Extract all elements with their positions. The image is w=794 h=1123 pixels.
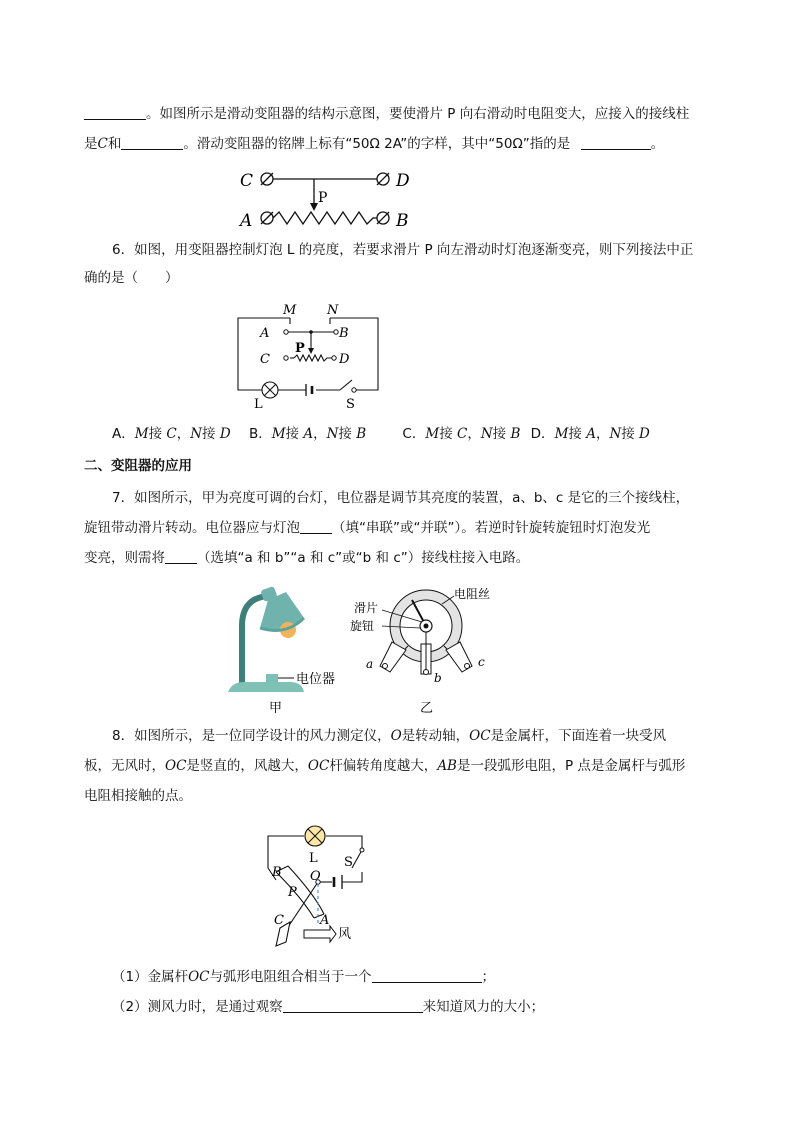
- q7-line-2: 旋钮带动滑片转动。电位器应与灯泡 （填“串联”或“并联”）。若逆时针旋转旋钮时灯泡发光: [84, 520, 651, 536]
- answer-blank[interactable]: [283, 998, 423, 1013]
- svg-text:C: C: [274, 913, 284, 928]
- answer-blank[interactable]: [581, 135, 651, 150]
- lamp-rheostat-circuit-figure: [232, 300, 384, 412]
- svg-text:A: A: [320, 913, 330, 928]
- option-c[interactable]: C．M接 C，N接 B: [402, 426, 521, 442]
- wind-label: 风: [338, 927, 352, 942]
- q8-line-2: 板，无风时，OC是竖直的，风越大，OC杆偏转角度越大，AB是一段弧形电阻，P 点是金属杆与弧形: [84, 758, 686, 774]
- svg-text:O: O: [310, 869, 321, 884]
- svg-text:S: S: [346, 397, 355, 412]
- svg-text:P: P: [288, 885, 297, 900]
- slider-label: 滑片: [354, 601, 379, 615]
- wind-meter-figure: [262, 820, 392, 952]
- potentiometer-label: 电位器: [296, 672, 336, 687]
- q6-line-2: 确的是（ ）: [84, 270, 179, 286]
- svg-text:c: c: [478, 655, 485, 669]
- terminal-label-a: A: [240, 211, 253, 231]
- answer-blank[interactable]: [84, 105, 146, 120]
- desk-lamp-figure: [224, 584, 354, 716]
- knob-label: 旋钮: [350, 619, 375, 633]
- svg-text:B: B: [339, 326, 349, 341]
- q8-line-3: 电阻相接触的点。: [84, 788, 192, 804]
- svg-text:P: P: [295, 341, 305, 356]
- resistance-wire-label: 电阻丝: [454, 587, 491, 601]
- svg-text:D: D: [339, 352, 350, 367]
- answer-blank[interactable]: [121, 135, 183, 150]
- answer-blank[interactable]: [372, 968, 482, 983]
- svg-text:A: A: [260, 326, 270, 341]
- terminal-label-d: D: [396, 171, 410, 191]
- potentiometer-figure: [350, 584, 500, 718]
- svg-text:N: N: [327, 303, 339, 318]
- q8-line-1: 8．如图所示，是一位同学设计的风力测定仪，O是转动轴，OC是金属杆，下面连着一块受风: [112, 728, 667, 744]
- slider-label-p: P: [318, 190, 328, 206]
- q8-sub-1: （1）金属杆OC与弧形电阻组合相当于一个 ；: [112, 969, 495, 985]
- rheostat-structure-figure: [236, 165, 426, 233]
- svg-text:C: C: [260, 352, 270, 367]
- answer-blank[interactable]: [300, 519, 332, 534]
- q5-line-2: 是C和 。滑动变阻器的铭牌上标有“50Ω 2A”的字样，其中“50Ω”指的是 。: [84, 136, 665, 152]
- q8-sub-2: （2）测风力时，是通过观察 来知道风力的大小；: [112, 999, 545, 1015]
- svg-text:b: b: [434, 671, 442, 685]
- answer-blank[interactable]: [165, 549, 197, 564]
- option-d[interactable]: D．M接 A，N接 D: [530, 426, 650, 442]
- q7-line-3: 变亮，则需将 （选填“a 和 b”“a 和 c”或“b 和 c”）接线柱接入电路。: [84, 550, 530, 566]
- figure-label-yi: 乙: [420, 701, 434, 716]
- svg-text:a: a: [366, 657, 374, 671]
- q5-line-1: 。如图所示是滑动变阻器的结构示意图，要使滑片 P 向右滑动时电阻变大，应接入的接线柱: [84, 104, 689, 124]
- terminal-label-c: C: [240, 171, 254, 191]
- svg-text:M: M: [283, 303, 297, 318]
- figure-label-jia: 甲: [269, 701, 283, 716]
- svg-text:L: L: [309, 851, 318, 866]
- section-title: 二、变阻器的应用: [84, 458, 192, 474]
- q6-options: [112, 424, 650, 444]
- svg-text:B: B: [272, 865, 282, 880]
- option-a[interactable]: A．M接 C，N接 D: [112, 426, 231, 442]
- q6-line-1: 6．如图，用变阻器控制灯泡 L 的亮度，若要求滑片 P 向左滑动时灯泡逐渐变亮，则下列接法中正: [112, 242, 694, 258]
- q7-line-1: 7．如图所示，甲为亮度可调的台灯，电位器是调节其亮度的装置，a、b、c 是它的三个接线柱，: [112, 490, 690, 506]
- option-b[interactable]: B．M接 A，N接 B: [248, 426, 367, 442]
- svg-text:S: S: [344, 855, 353, 870]
- terminal-label-b: B: [396, 211, 409, 231]
- svg-text:L: L: [254, 397, 263, 412]
